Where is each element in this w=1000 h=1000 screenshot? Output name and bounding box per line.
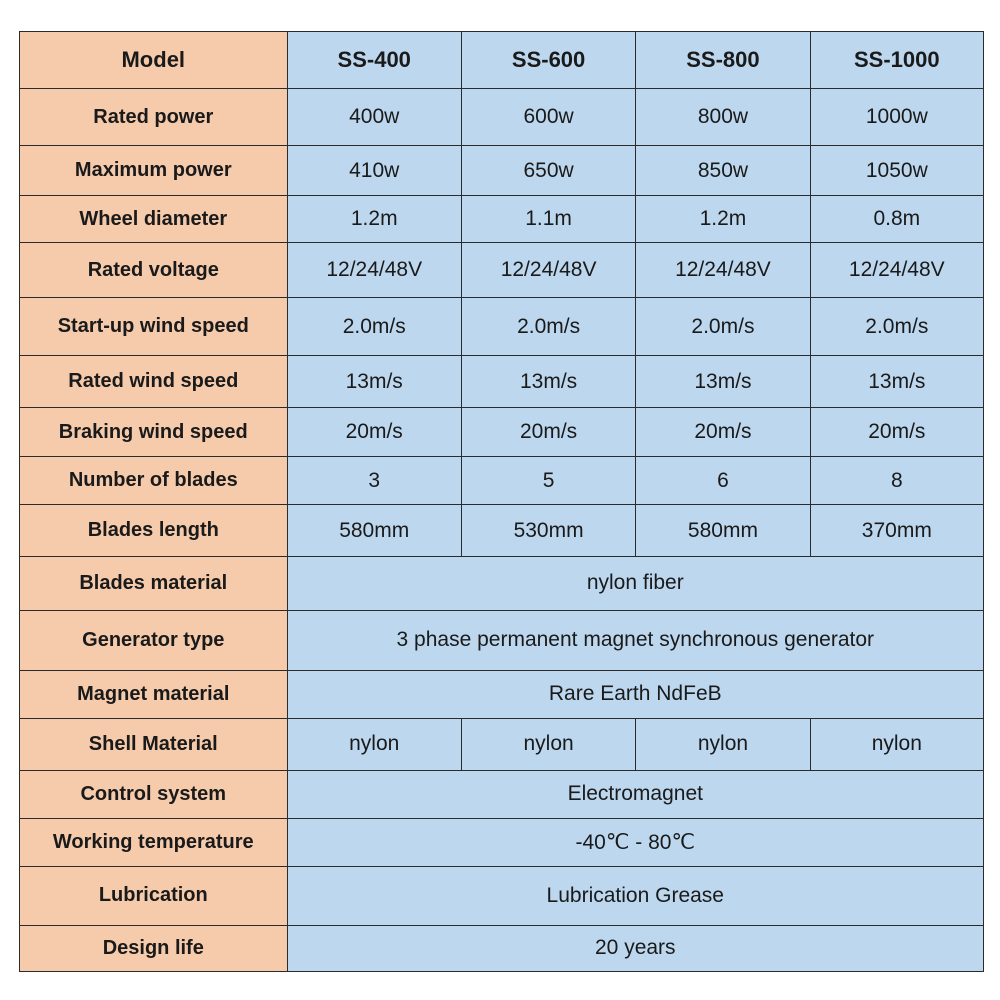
row-label: Blades material — [20, 557, 288, 610]
value-cell: 370mm — [810, 505, 983, 557]
value-cell: 2.0m/s — [287, 298, 461, 356]
spec-row — [20, 89, 984, 146]
row-label: Design life — [20, 925, 288, 971]
value-cell: 1050w — [810, 146, 983, 196]
value-cell: 1.2m — [636, 196, 810, 243]
value-cell: 650w — [461, 146, 635, 196]
row-label: Magnet material — [20, 670, 288, 718]
row-label: Start-up wind speed — [20, 298, 288, 356]
spec-row — [20, 243, 984, 298]
value-cell: 1000w — [810, 89, 983, 146]
spec-row — [20, 408, 984, 457]
row-label: Generator type — [20, 610, 288, 670]
value-cell: 13m/s — [461, 356, 635, 408]
row-label: Braking wind speed — [20, 408, 288, 457]
value-cell: 580mm — [636, 505, 810, 557]
spec-row — [20, 866, 984, 925]
value-cell: 0.8m — [810, 196, 983, 243]
value-cell: 600w — [461, 89, 635, 146]
value-cell: nylon — [636, 718, 810, 770]
value-cell: 6 — [636, 457, 810, 505]
header-row — [20, 32, 984, 89]
spec-row — [20, 505, 984, 557]
value-cell: 1.1m — [461, 196, 635, 243]
value-cell: 13m/s — [287, 356, 461, 408]
value-cell: nylon fiber — [287, 557, 983, 610]
spec-row — [20, 770, 984, 818]
value-cell: 20m/s — [636, 408, 810, 457]
value-cell: 3 — [287, 457, 461, 505]
row-label: Rated power — [20, 89, 288, 146]
row-label: Blades length — [20, 505, 288, 557]
value-cell: Rare Earth NdFeB — [287, 670, 983, 718]
value-cell: Lubrication Grease — [287, 866, 983, 925]
value-cell: 580mm — [287, 505, 461, 557]
model-cell: SS-800 — [636, 32, 810, 89]
value-cell: 20m/s — [810, 408, 983, 457]
spec-row — [20, 610, 984, 670]
value-cell: 20m/s — [461, 408, 635, 457]
value-cell: 410w — [287, 146, 461, 196]
value-cell: Electromagnet — [287, 770, 983, 818]
value-cell: 12/24/48V — [636, 243, 810, 298]
value-cell: 13m/s — [810, 356, 983, 408]
spec-row — [20, 146, 984, 196]
value-cell: nylon — [810, 718, 983, 770]
value-cell: 20m/s — [287, 408, 461, 457]
value-cell: 800w — [636, 89, 810, 146]
value-cell: 12/24/48V — [810, 243, 983, 298]
value-cell: 20 years — [287, 925, 983, 971]
spec-row — [20, 298, 984, 356]
row-label: Number of blades — [20, 457, 288, 505]
spec-row — [20, 925, 984, 971]
value-cell: 5 — [461, 457, 635, 505]
model-cell: SS-400 — [287, 32, 461, 89]
value-cell: nylon — [287, 718, 461, 770]
value-cell: 530mm — [461, 505, 635, 557]
row-label: Wheel diameter — [20, 196, 288, 243]
model-cell: SS-600 — [461, 32, 635, 89]
row-label: Working temperature — [20, 818, 288, 866]
row-label: Rated voltage — [20, 243, 288, 298]
value-cell: 400w — [287, 89, 461, 146]
spec-row — [20, 670, 984, 718]
value-cell: 8 — [810, 457, 983, 505]
value-cell: 2.0m/s — [636, 298, 810, 356]
spec-row — [20, 196, 984, 243]
value-cell: 1.2m — [287, 196, 461, 243]
model-header-cell: Model — [20, 32, 288, 89]
spec-row — [20, 457, 984, 505]
spec-row — [20, 818, 984, 866]
spec-row — [20, 557, 984, 610]
value-cell: 12/24/48V — [461, 243, 635, 298]
value-cell: 12/24/48V — [287, 243, 461, 298]
row-label: Rated wind speed — [20, 356, 288, 408]
spec-row — [20, 356, 984, 408]
model-cell: SS-1000 — [810, 32, 983, 89]
value-cell: 2.0m/s — [810, 298, 983, 356]
value-cell: nylon — [461, 718, 635, 770]
spec-table — [19, 31, 984, 972]
value-cell: 2.0m/s — [461, 298, 635, 356]
value-cell: 13m/s — [636, 356, 810, 408]
value-cell: -40℃ - 80℃ — [287, 818, 983, 866]
value-cell: 3 phase permanent magnet synchronous generator — [287, 610, 983, 670]
spec-row — [20, 718, 984, 770]
row-label: Shell Material — [20, 718, 288, 770]
value-cell: 850w — [636, 146, 810, 196]
row-label: Maximum power — [20, 146, 288, 196]
row-label: Control system — [20, 770, 288, 818]
row-label: Lubrication — [20, 866, 288, 925]
